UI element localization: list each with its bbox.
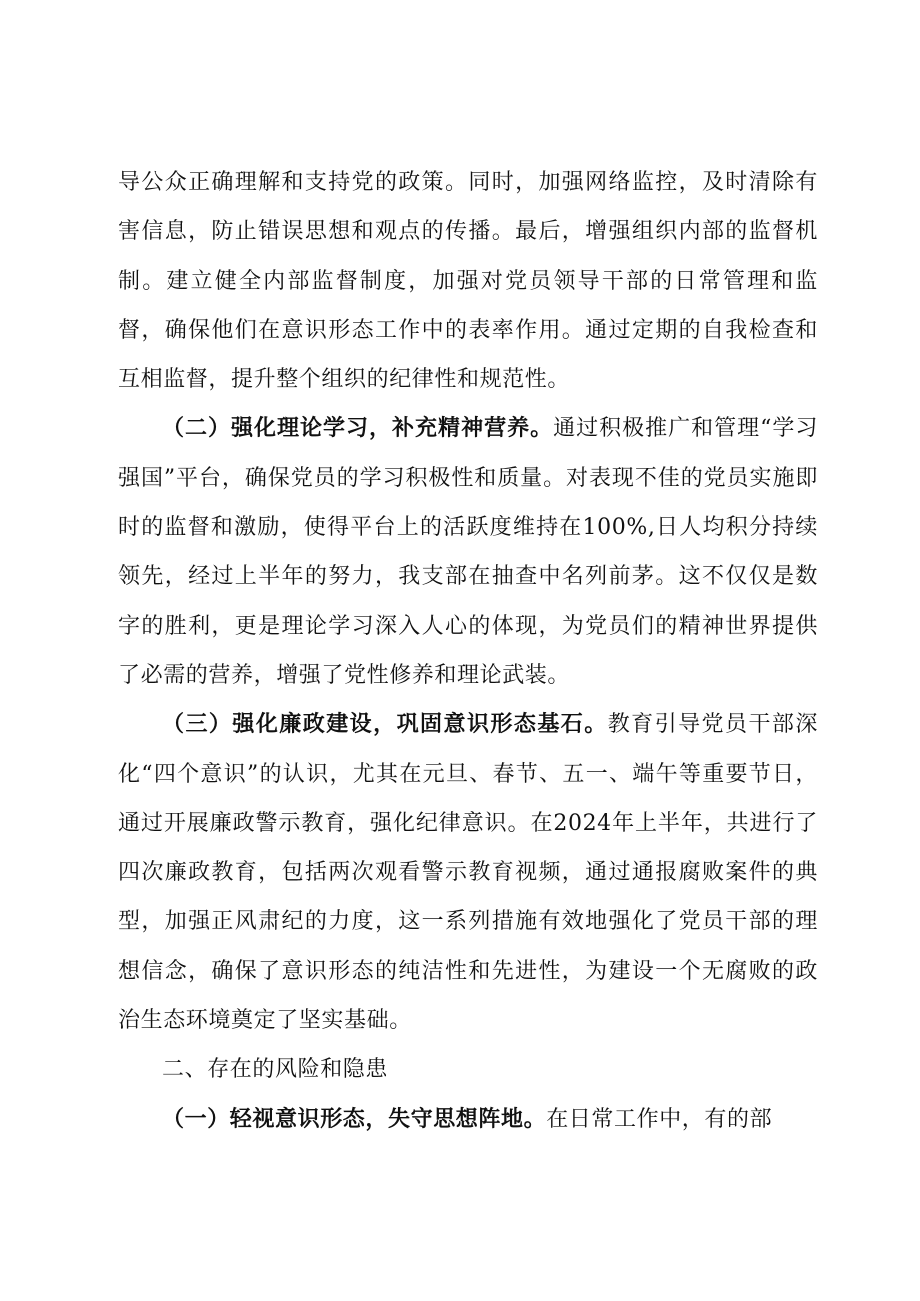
paragraph-continuation	[118, 158, 818, 404]
paragraph-text: 在日常工作中，有的部	[546, 1106, 773, 1132]
paragraph-lead: （三）强化廉政建设，巩固意识形态基石。	[162, 711, 608, 738]
paragraph-text: 教育引导党员干部深化“四个意识”的认识，尤其在元旦、春节、五一、端午等重要节日，通过开展廉政警示教育，强化纪律意识。在2024年上半年，共进行了四次廉政教育，包括两次观看警示教育视频，通过通报腐败案件的典型，加强正风肃纪的力度，这一系列措施有效地强化了党员干部的理想信念，确保了意识形态的纯洁性和先进性，为建设一个无腐败的政治生态环境奠定了坚实基础。	[118, 712, 818, 1034]
paragraph-lead: （一）轻视意识形态，失守思想阵地。	[162, 1105, 547, 1132]
paragraph-ideology-risk	[118, 1095, 818, 1144]
paragraph-lead: （二）强化理论学习，补充精神营养。	[162, 415, 554, 442]
paragraph-theory-study	[118, 404, 818, 700]
section-heading: 二、存在的风险和隐患	[162, 1057, 389, 1083]
paragraph-clean-governance	[118, 700, 818, 1045]
paragraph-text: 导公众正确理解和支持党的政策。同时，加强网络监控，及时清除有害信息，防止错误思想和观点的传播。最后，增强组织内部的监督机制。建立健全内部监督制度，加强对党员领导干部的日常管理和监督，确保他们在意识形态工作中的表率作用。通过定期的自我检查和互相监督，提升整个组织的纪律性和规范性。	[118, 170, 818, 393]
paragraph-text: 通过积极推广和管理“学习强国”平台，确保党员的学习积极性和质量。对表现不佳的党员实施即时的监督和激励，使得平台上的活跃度维持在100%,日人均积分持续领先，经过上半年的努力，我支部在抽查中名列前茅。这不仅仅是数字的胜利，更是理论学习深入人心的体现，为党员们的精神世界提供了必需的营养，增强了党性修养和理论武装。	[118, 416, 818, 688]
document-body	[118, 158, 818, 1144]
